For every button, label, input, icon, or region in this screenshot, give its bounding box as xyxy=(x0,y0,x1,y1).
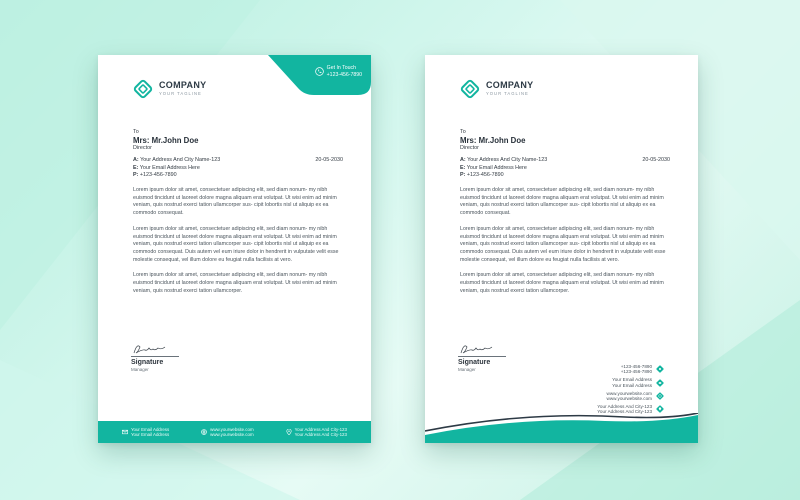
signature-line xyxy=(458,356,506,357)
to-label: To xyxy=(460,129,466,135)
footer-website-text: www.yourwebsite.com www.yourwebsite.com xyxy=(210,427,254,437)
footer-bar xyxy=(98,421,371,443)
signature-role: Manager xyxy=(458,367,476,372)
contact-websites xyxy=(597,391,664,401)
letter-body xyxy=(460,187,672,303)
signature-scribble xyxy=(131,341,171,356)
recipient-title: Director xyxy=(460,145,479,152)
mail-icon xyxy=(656,379,664,387)
letter-body xyxy=(133,187,345,303)
email-label: E: xyxy=(460,164,466,171)
signature-title: Signature xyxy=(131,359,164,366)
recipient-phone: +123-456-7890 xyxy=(466,171,504,178)
recipient-block xyxy=(133,129,343,179)
paragraph: Lorem ipsum dolor sit amet, consectetuer adipiscing elit, sed diam nonum- my nibh euismod tincidunt ut laoreet dolore magna aliquam erat volutpat. Ut wisi enim ad minim veniam, quis nostrud exerci tation ullamcorper sus- cipit lobortis nisl ut aliquip ex ea commodo consequat. Duis autem vel eum iriure dolor in hendrerit in vulputate velit esse molestie consequat, vel illum dolore eu feugiat nulla facilisis at vero. xyxy=(460,225,666,263)
recipient-title: Director xyxy=(133,145,152,152)
recipient-phone: +123-456-7890 xyxy=(139,171,177,178)
phone-label: P: xyxy=(460,171,466,178)
signature-role: Manager xyxy=(131,367,149,372)
contact-emails-text: Your Email Address Your Email Address xyxy=(612,377,652,388)
diamond-logo-icon xyxy=(460,79,480,99)
signature-title: Signature xyxy=(458,359,491,366)
contact-emails xyxy=(597,377,664,387)
recipient-name: Mrs: Mr.John Doe xyxy=(133,136,199,146)
diamond-logo-icon xyxy=(133,79,153,99)
mail-icon xyxy=(122,429,128,435)
letter-date: 20-05-2030 xyxy=(315,157,343,164)
signature-block xyxy=(131,341,179,372)
pin-icon xyxy=(286,429,292,435)
signature-scribble xyxy=(458,341,498,356)
letter-date: 20-05-2030 xyxy=(642,157,670,164)
recipient-email: Your Email Address Here xyxy=(466,164,527,171)
paragraph: Lorem ipsum dolor sit amet, consectetuer adipiscing elit, sed diam nonum- my nibh euismod tincidunt ut laoreet dolore magna aliquam erat volutpat. Ut wisi enim ad minim veniam, quis nostrud exerci tation ullamcorper sus- cipit lobortis nisl ut aliquip ex ea commodo consequat. xyxy=(460,187,664,217)
paragraph: Lorem ipsum dolor sit amet, consectetuer adipiscing elit, sed diam nonum- my nibh euismod tincidunt ut laoreet dolore magna aliquam erat volutpat. Ut wisi enim ad minim veniam, quis nostrud exerci tation ullamcorper. xyxy=(133,272,337,294)
get-in-touch xyxy=(315,65,362,78)
recipient-block xyxy=(460,129,670,179)
company-tagline: YOUR TAGLINE xyxy=(159,91,202,97)
globe-icon xyxy=(201,429,207,435)
contact-addresses-text: Your Address And City-123 Your Address And City-123 xyxy=(597,404,652,415)
letterhead-right xyxy=(425,55,698,443)
recipient-address: Your Address And City Name-123 xyxy=(140,157,221,164)
letterhead-left xyxy=(98,55,371,443)
to-label: To xyxy=(133,129,139,135)
company-name: COMPANY xyxy=(486,80,534,91)
footer-address xyxy=(286,427,347,437)
phone-icon xyxy=(315,67,324,76)
footer-website xyxy=(201,427,253,437)
corner-ribbon xyxy=(268,55,371,101)
recipient-address: Your Address And City Name-123 xyxy=(467,157,548,164)
corner-line-2: +123-456-7890 xyxy=(326,71,362,78)
footer-address-text: Your Address And City-123 Your Address And City-123 xyxy=(294,427,347,437)
phone-label: P: xyxy=(133,171,139,178)
footer-email xyxy=(122,427,169,437)
company-name: COMPANY xyxy=(159,80,207,91)
phone-icon xyxy=(656,365,664,373)
paragraph: Lorem ipsum dolor sit amet, consectetuer adipiscing elit, sed diam nonum- my nibh euismod tincidunt ut laoreet dolore magna aliquam erat volutpat. Ut wisi enim ad minim veniam, quis nostrud exerci tation ullamcorper sus- cipit lobortis nisl ut aliquip ex ea commodo consequat. xyxy=(133,187,337,217)
contact-phones-text: +123-456-7890 +123-456-7890 xyxy=(620,364,652,375)
paragraph: Lorem ipsum dolor sit amet, consectetuer adipiscing elit, sed diam nonum- my nibh euismod tincidunt ut laoreet dolore magna aliquam erat volutpat. Ut wisi enim ad minim veniam, quis nostrud exerci tation ullamcorper sus- cipit lobortis nisl ut aliquip ex ea commodo consequat. Duis autem vel eum iriure dolor in hendrerit in vulputate velit esse molestie consequat, vel illum dolore eu feugiat nulla facilisis at vero. xyxy=(133,225,339,263)
email-label: E: xyxy=(133,164,139,171)
address-label: A: xyxy=(460,157,466,164)
paragraph: Lorem ipsum dolor sit amet, consectetuer adipiscing elit, sed diam nonum- my nibh euismod tincidunt ut laoreet dolore magna aliquam erat volutpat. Ut wisi enim ad minim veniam, quis nostrud exerci tation ullamcorper. xyxy=(460,272,664,294)
globe-icon xyxy=(656,392,664,400)
address-label: A: xyxy=(133,157,139,164)
recipient-name: Mrs: Mr.John Doe xyxy=(460,136,526,146)
signature-line xyxy=(131,356,179,357)
signature-block xyxy=(458,341,506,372)
corner-line-1: Get In Touch xyxy=(326,65,356,71)
recipient-email: Your Email Address Here xyxy=(139,164,200,171)
company-logo xyxy=(460,79,533,99)
company-tagline: YOUR TAGLINE xyxy=(486,91,529,97)
contact-websites-text: www.yourwebsite.com www.yourwebsite.com xyxy=(606,390,652,402)
footer-email-text: Your Email Address Your Email Address xyxy=(131,427,170,437)
contact-list xyxy=(597,364,664,418)
contact-phones xyxy=(597,364,664,374)
company-logo xyxy=(133,79,206,99)
footer-wave xyxy=(425,413,698,443)
